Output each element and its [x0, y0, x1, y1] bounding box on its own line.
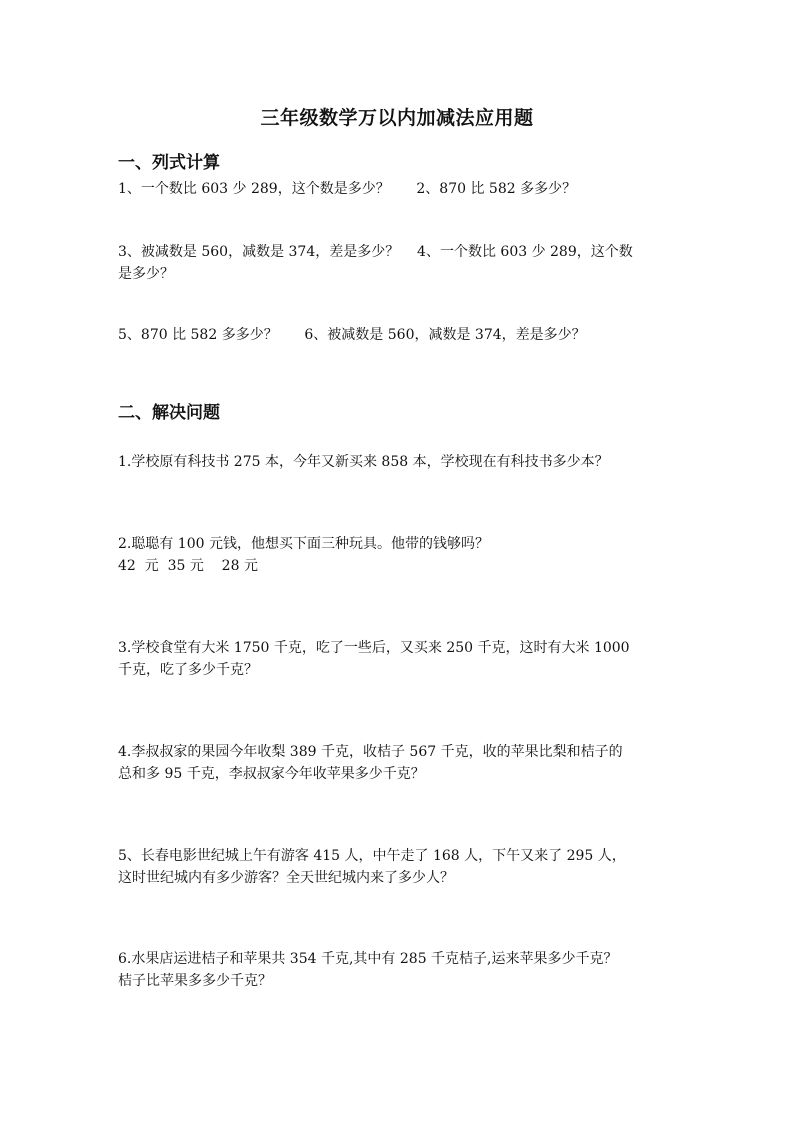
problem-5: 5、长春电影世纪城上午有游客 415 人，中午走了 168 人，下午又来了 295 人，	[118, 848, 626, 864]
problem-2: 2.聪聪有 100 元钱，他想买下面三种玩具。他带的钱够吗？	[118, 536, 489, 552]
section-heading-calculation: 一、列式计算	[118, 153, 220, 173]
problem-4: 4.李叔叔家的果园今年收梨 389 千克，收桔子 567 千克，收的苹果比梨和桔子的	[118, 744, 623, 760]
calc-row-1: 1、一个数比 603 少 289，这个数是多少？ 2、870 比 582 多多少？	[118, 181, 577, 197]
problem-1: 1.学校原有科技书 275 本，今年又新买来 858 本，学校现在有科技书多少本？	[118, 454, 609, 470]
problem-3: 3.学校食堂有大米 1750 千克，吃了一些后，又买来 250 千克，这时有大米 1000	[118, 640, 630, 656]
problem-6: 6.水果店运进桔子和苹果共 354 千克,其中有 285 千克桔子,运来苹果多少千克？	[118, 951, 618, 967]
page-title: 三年级数学万以内加减法应用题	[260, 107, 534, 129]
calc-row-3: 5、870 比 582 多多少？ 6、被减数是 560，减数是 374，差是多少？	[118, 327, 586, 343]
problem-6-continued: 桔子比苹果多多少千克？	[118, 973, 272, 989]
problem-3-continued: 千克，吃了多少千克？	[118, 662, 258, 678]
problem-2-prices: 42 元 35 元 28 元	[118, 558, 258, 574]
section-heading-problems: 二、解决问题	[118, 403, 220, 423]
calc-row-2: 3、被减数是 560，减数是 374，差是多少？ 4、一个数比 603 少 289，这个数	[118, 244, 633, 260]
problem-4-continued: 总和多 95 千克，李叔叔家今年收苹果多少千克？	[118, 766, 425, 782]
problem-5-continued: 这时世纪城内有多少游客？全天世纪城内来了多少人？	[118, 870, 454, 886]
calc-row-2-continued: 是多少？	[118, 266, 174, 282]
